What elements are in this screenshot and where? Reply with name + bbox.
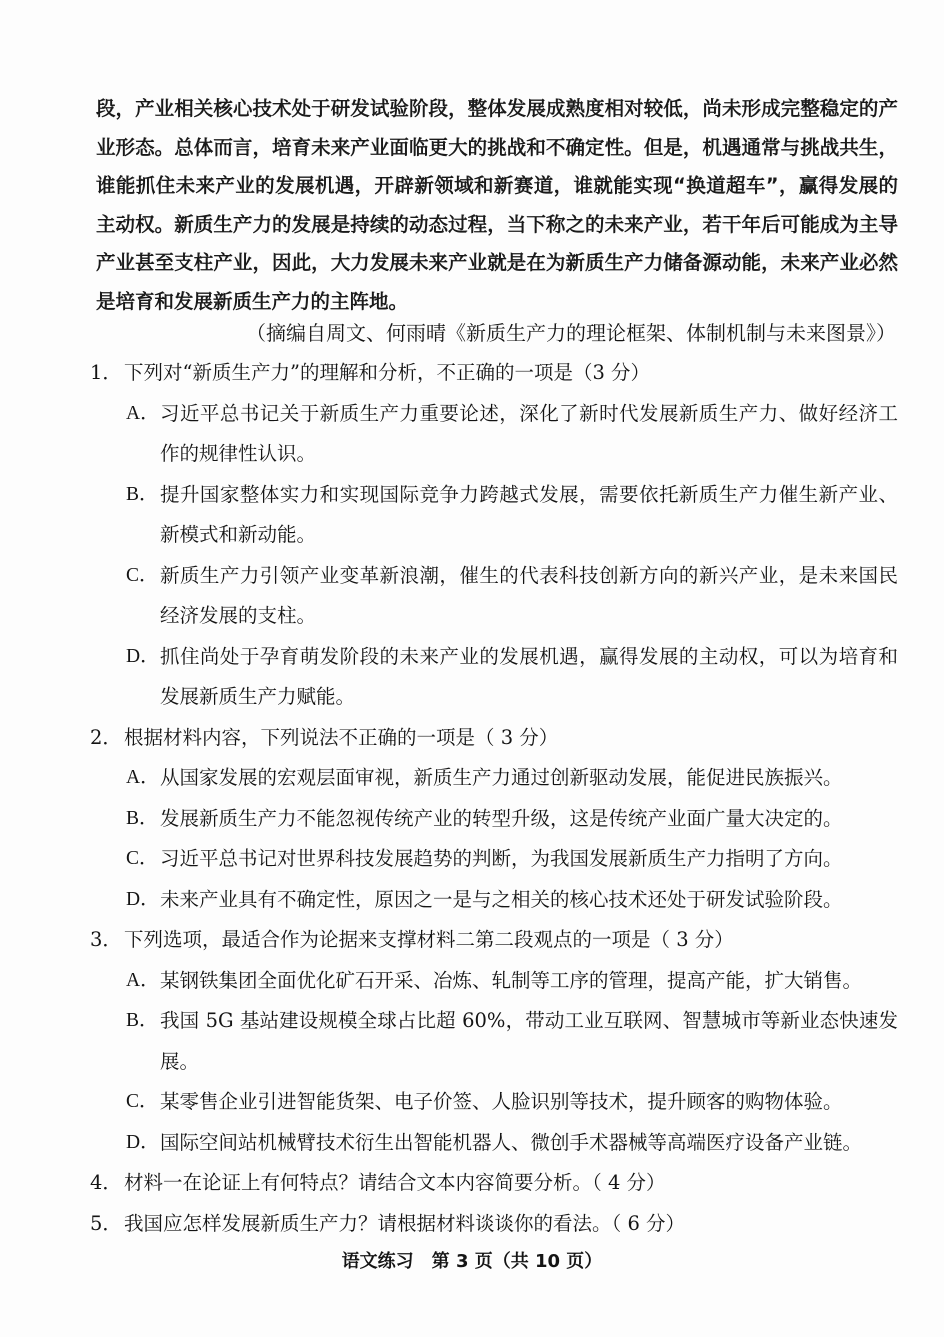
question-1 [90, 353, 898, 718]
question-text: 我国应怎样发展新质生产力？请根据材料谈谈你的看法。（ 6 分） [124, 1211, 686, 1235]
option-b [90, 475, 898, 556]
passage-text: 段，产业相关核心技术处于研发试验阶段，整体发展成熟度相对较低，尚未形成完整稳定的产业形态。总体而言，培育未来产业面临更大的挑战和不确定性。但是，机遇通常与挑战共生，谁能抓住未来产业的发展机遇，开辟新领域和新赛道，谁就能实现“换道超车”，赢得发展的主动权。新质生产力的发展是持续的动态过程，当下称之的未来产业，若干年后可能成为主导产业甚至支柱产业，因此，大力发展未来产业就是在为新质生产力储备源动能，未来产业必然是培育和发展新质生产力的主阵地。 [96, 97, 898, 313]
option-d [90, 637, 898, 718]
option-letter: D． [126, 645, 160, 667]
option-d [90, 880, 898, 921]
option-letter: B． [126, 807, 159, 829]
question-number: 4． [90, 1171, 122, 1194]
option-text: 习近平总书记对世界科技发展趋势的判断，为我国发展新质生产力指明了方向。 [160, 847, 843, 870]
option-text: 发展新质生产力不能忽视传统产业的转型升级，这是传统产业面广量大决定的。 [160, 806, 843, 830]
question-3 [90, 920, 898, 1163]
question-text: 根据材料内容，下列说法不正确的一项是（ 3 分） [124, 725, 559, 749]
option-text: 某零售企业引进智能货架、电子价签、人脸识别等技术，提升顾客的购物体验。 [160, 1090, 843, 1113]
option-letter: B． [126, 1010, 159, 1031]
option-letter: B． [126, 483, 159, 505]
option-text: 习近平总书记关于新质生产力重要论述，深化了新时代发展新质生产力、做好经济工作的规律性认识。 [160, 401, 898, 465]
question-4 [90, 1163, 898, 1204]
question-text: 材料一在论证上有何特点？请结合文本内容简要分析。（ 4 分） [124, 1171, 666, 1194]
page-footer: 语文练习 第 3 页（共 10 页） [341, 1251, 603, 1272]
question-2 [90, 718, 898, 921]
option-letter: A． [126, 969, 160, 991]
option-letter: D． [126, 1131, 160, 1153]
option-letter: C． [126, 564, 159, 586]
question-text: 下列选项，最适合作为论据来支撑材料二第二段观点的一项是（ 3 分） [124, 928, 734, 951]
option-c [90, 1082, 898, 1123]
question-number: 1． [90, 361, 122, 384]
option-letter: A． [126, 402, 160, 424]
option-b [90, 1001, 898, 1082]
question-5 [90, 1204, 898, 1245]
option-letter: D． [126, 888, 160, 910]
option-d [90, 1123, 898, 1164]
question-stem [90, 1204, 898, 1245]
question-stem [90, 920, 898, 961]
option-text: 我国 5G 基站建设规模全球占比超 60%，带动工业互联网、智慧城市等新业态快速发展。 [160, 1009, 898, 1073]
question-list [90, 353, 898, 1244]
option-c [90, 556, 898, 637]
option-a [90, 394, 898, 475]
question-text: 下列对“新质生产力”的理解和分析，不正确的一项是（3 分） [124, 361, 651, 384]
option-text: 提升国家整体实力和实现国际竞争力跨越式发展，需要依托新质生产力催生新产业、新模式和新动能。 [160, 482, 898, 546]
option-text: 未来产业具有不确定性，原因之一是与之相关的核心技术还处于研发试验阶段。 [160, 887, 843, 911]
option-a [90, 961, 898, 1002]
question-number: 5． [90, 1211, 122, 1235]
question-number: 3． [90, 928, 122, 951]
option-b [90, 799, 898, 840]
passage-citation: （摘编自周文、何雨晴《新质生产力的理论框架、体制机制与未来图景》） [246, 321, 896, 345]
option-text: 某钢铁集团全面优化矿石开采、冶炼、轧制等工序的管理，提高产能，扩大销售。 [160, 968, 863, 992]
option-letter: C． [126, 1091, 159, 1112]
question-stem [90, 718, 898, 759]
option-a [90, 758, 898, 799]
option-text: 国际空间站机械臂技术衍生出智能机器人、微创手术器械等高端医疗设备产业链。 [160, 1130, 863, 1154]
question-stem [90, 353, 898, 394]
option-text: 新质生产力引领产业变革新浪潮，催生的代表科技创新方向的新兴产业，是未来国民经济发展的支柱。 [160, 563, 898, 627]
question-number: 2． [90, 725, 122, 749]
option-text: 抓住尚处于孕育萌发阶段的未来产业的发展机遇，赢得发展的主动权，可以为培育和发展新质生产力赋能。 [160, 644, 898, 708]
option-letter: A． [126, 767, 160, 788]
question-stem [90, 1163, 898, 1204]
option-c [90, 839, 898, 880]
option-text: 从国家发展的宏观层面审视，新质生产力通过创新驱动发展，能促进民族振兴。 [160, 766, 843, 789]
option-letter: C． [126, 848, 159, 869]
